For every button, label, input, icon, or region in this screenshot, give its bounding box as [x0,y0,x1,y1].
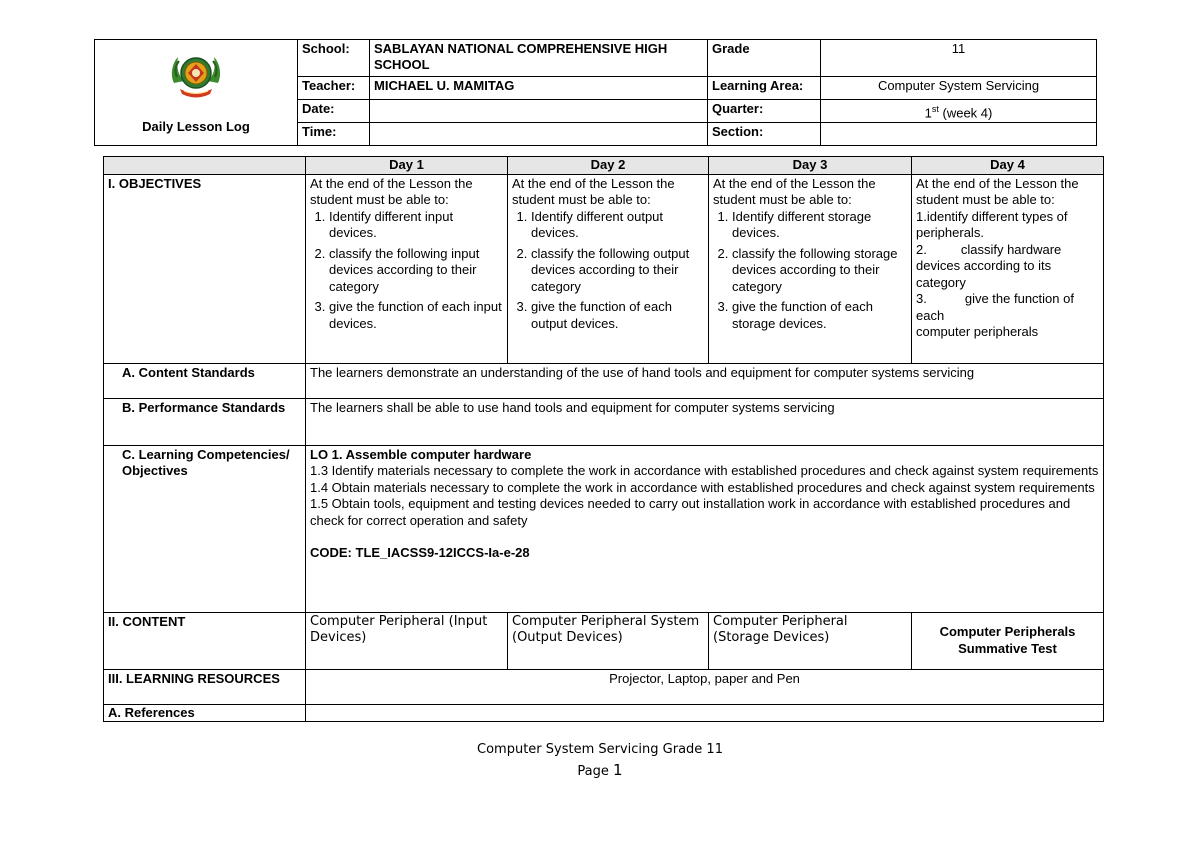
objective-line: 1.identify different types of peripherals. [916,208,1068,240]
learning-area-value: Computer System Servicing [821,77,1097,100]
content-day-1: Computer Peripheral (Input Devices) [306,612,508,669]
objective-line: each [916,307,945,323]
time-value [370,123,708,146]
competency-code: CODE: TLE_IACSS9-12ICCS-Ia-e-28 [310,545,530,560]
date-value [370,100,708,123]
content-standards-text: The learners demonstrate an understanding of the use of hand tools and equipment for computer systems servicing [306,363,1104,398]
objective-item: 2. classify the following input devices according to their category [329,246,503,296]
content-row [104,612,1104,669]
day-4-header: Day 4 [912,157,1104,175]
day-header-blank [104,157,306,175]
performance-standards-text: The learners shall be able to use hand tools and equipment for computer systems servicing [306,398,1104,445]
daily-lesson-log-title: Daily Lesson Log [142,119,250,135]
school-label: School: [298,40,370,77]
competency-item: 1.4 Obtain materials necessary to complete the work in accordance with established procedures and check against system requirements [310,479,1095,495]
quarter-ordinal: st [931,104,939,114]
objective-item: 1. Identify different storage devices. [732,209,907,242]
objectives-day-3 [709,174,912,363]
logo-cell [95,40,298,146]
objective-number: 2. [916,241,927,257]
objectives-label: I. OBJECTIVES [104,174,306,363]
quarter-week: (week 4) [938,105,993,121]
content-standards-label: A. Content Standards [104,363,306,398]
teacher-label: Teacher: [298,77,370,100]
content-standards-row [104,363,1104,398]
date-label: Date: [298,100,370,123]
objectives-day-1 [306,174,508,363]
learning-outcome-title: LO 1. Assemble computer hardware [310,446,532,462]
footer-page-number: 1 [613,761,623,779]
references-label: A. References [104,704,306,721]
performance-standards-label: B. Performance Standards [104,398,306,445]
references-row [104,704,1104,721]
objective-number: 3. [916,291,927,306]
competencies-row [104,445,1104,612]
day-3-header: Day 3 [709,157,912,175]
school-value: SABLAYAN NATIONAL COMPREHENSIVE HIGH SCHOOL [370,40,708,77]
objectives-intro: At the end of the Lesson the student must be able to: [713,175,876,207]
objective-text: classify hardware [960,241,1062,257]
content-day-3: Computer Peripheral (Storage Devices) [709,612,912,669]
quarter-value [821,100,1097,123]
content-day-2: Computer Peripheral System (Output Devices) [508,612,709,669]
competency-item: 1.5 Obtain tools, equipment and testing devices needed to carry out installation work in accordance with established procedures and check for correct operation and safety [310,496,1071,528]
objectives-row [104,174,1104,363]
competency-item: 1.3 Identify materials necessary to complete the work in accordance with established procedures and check against system requirements [310,463,1099,478]
objectives-intro: At the end of the Lesson the student must be able to: [512,175,675,207]
learning-resources-row [104,669,1104,704]
grade-label: Grade [708,40,821,77]
objective-item: 2. classify the following output devices according to their category [531,246,704,296]
quarter-label: Quarter: [708,100,821,123]
page-footer [0,740,1200,782]
competencies-cell [306,445,1104,612]
footer-page-label: Page [577,764,609,779]
objective-line [916,291,1099,308]
section-value [821,123,1097,146]
learning-area-label: Learning Area: [708,77,821,100]
teacher-value: MICHAEL U. MAMITAG [370,77,708,100]
objectives-day-4 [912,174,1104,363]
learning-resources-text: Projector, Laptop, paper and Pen [306,669,1104,704]
quarter-number: 1 [924,105,932,121]
school-seal-logo [168,47,224,103]
lesson-log-table [103,156,1104,722]
objectives-intro: At the end of the Lesson the student must be able to: [916,175,1079,207]
objective-line: devices according to its category [916,258,1052,290]
objective-item: 1. Identify different output devices. [531,209,704,242]
objectives-day-2 [508,174,709,363]
time-label: Time: [298,123,370,146]
objective-line: computer peripherals [916,324,1039,339]
objective-item: 3. give the function of each storage devices. [732,299,907,332]
learning-resources-label: III. LEARNING RESOURCES [104,669,306,704]
day-1-header: Day 1 [306,157,508,175]
section-label: Section: [708,123,821,146]
objective-item: 3. give the function of each output devices. [531,299,704,332]
footer-page [0,760,1200,782]
footer-title: Computer System Servicing Grade 11 [477,742,723,757]
objective-item: 1. Identify different input devices. [329,209,503,242]
objective-item: 3. give the function of each input devices. [329,299,503,332]
competencies-label: C. Learning Competencies/ Objectives [104,445,306,612]
objective-item: 2. classify the following storage devices according to their category [732,246,907,296]
objectives-intro: At the end of the Lesson the student must be able to: [310,175,473,207]
objective-text: give the function of [964,291,1074,306]
content-day-4: Computer Peripherals Summative Test [912,612,1104,669]
references-text [306,704,1104,721]
grade-value: 11 [821,40,1097,77]
header-table [94,39,1097,146]
content-label: II. CONTENT [104,612,306,669]
day-2-header: Day 2 [508,157,709,175]
objective-line [916,242,1099,259]
day-header-row [104,157,1104,175]
performance-standards-row [104,398,1104,445]
